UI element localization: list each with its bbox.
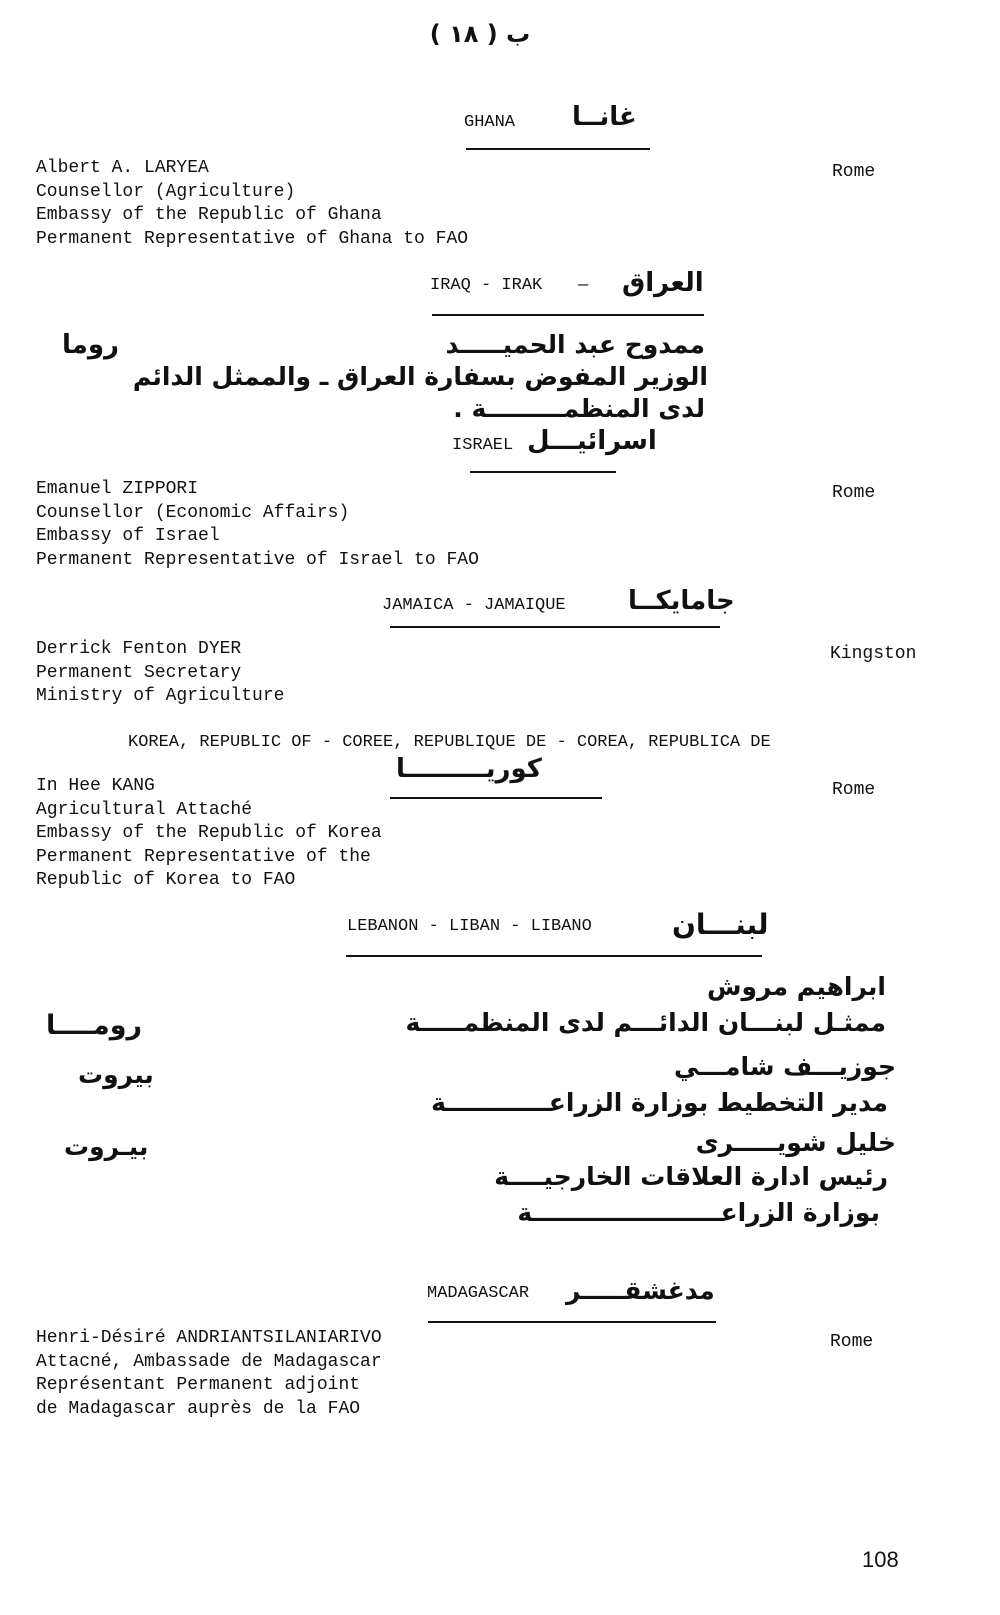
- country-heading-arabic: جامايكــا: [628, 586, 735, 616]
- heading-underline: [432, 314, 704, 316]
- delegate-title: Counsellor (Economic Affairs): [36, 502, 350, 523]
- heading-underline: [470, 471, 616, 473]
- delegate-title-arabic: رئيس ادارة العلاقات الخارجيــــة: [494, 1162, 888, 1191]
- heading-underline: [346, 955, 762, 957]
- delegate-name: Derrick Fenton DYER: [36, 639, 242, 659]
- delegate-title: Agricultural Attaché: [36, 799, 253, 820]
- delegate-role: Représentant Permanent adjoint: [36, 1375, 361, 1395]
- delegate-title-arabic: مدير التخطيط بوزارة الزراعــــــــــــة: [431, 1088, 888, 1117]
- heading-underline: [390, 626, 720, 628]
- heading-underline: [466, 148, 650, 150]
- delegate-office: Embassy of the Republic of Korea: [36, 823, 382, 843]
- country-heading: GHANA: [464, 113, 516, 132]
- delegate-title: Counsellor (Agriculture): [36, 181, 296, 202]
- country-heading: ISRAEL: [452, 436, 514, 455]
- city-label-arabic: بيروت: [78, 1060, 154, 1089]
- delegate-title-arabic-cont: بوزارة الزراعــــــــــــــــــــــة: [517, 1198, 880, 1227]
- page-number: 108: [862, 1547, 899, 1572]
- city-label: Rome: [832, 162, 876, 182]
- country-heading-arabic: غانــا: [572, 102, 637, 132]
- delegate-name: Henri-Désiré ANDRIANTSILANIARIVO: [36, 1328, 382, 1348]
- city-label: Rome: [832, 780, 876, 800]
- delegate-role: Permanent Representative of the: [36, 846, 371, 867]
- delegate-name-arabic: خليل شويـــــرى: [695, 1128, 896, 1157]
- delegate-title: Attacné, Ambassade de Madagascar: [36, 1351, 382, 1372]
- page-header: ب ( ١٨ ): [429, 20, 531, 48]
- city-label-arabic: روما: [62, 330, 119, 360]
- delegate-block: [36, 1327, 382, 1421]
- delegate-block: [36, 638, 284, 709]
- country-heading: MADAGASCAR: [427, 1284, 530, 1303]
- delegate-block: [36, 157, 468, 251]
- delegate-role: Permanent Representative of Israel to FAO: [36, 549, 479, 570]
- country-heading: JAMAICA - JAMAIQUE: [382, 596, 566, 615]
- city-label-arabic: رومــــا: [46, 1010, 143, 1041]
- delegate-office: Ministry of Agriculture: [36, 686, 285, 706]
- delegate-office: Embassy of Israel: [36, 526, 220, 546]
- country-heading: LEBANON - LIBAN - LIBANO: [347, 917, 592, 936]
- delegate-role: Permanent Representative of Ghana to FAO: [36, 228, 469, 249]
- country-heading-arabic: العراق: [622, 268, 704, 298]
- delegate-name-arabic: جوزيـــف شامـــي: [674, 1052, 896, 1081]
- heading-underline: [390, 797, 602, 799]
- delegate-role-cont: Republic of Korea to FAO: [36, 870, 296, 890]
- delegate-name-arabic: ممدوح عبد الحميـــــد: [445, 330, 705, 359]
- delegate-title: Permanent Secretary: [36, 662, 242, 683]
- delegate-role-arabic: لدى المنظمـــــــــة .: [453, 394, 705, 423]
- delegate-role-cont: de Madagascar auprès de la FAO: [36, 1398, 361, 1419]
- delegate-name: Albert A. LARYEA: [36, 158, 209, 178]
- city-label: Kingston: [830, 644, 917, 664]
- delegate-name-arabic: ابراهيم مروش: [707, 972, 886, 1001]
- heading-underline: [428, 1321, 716, 1323]
- heading-dash: —: [578, 276, 589, 295]
- delegate-title-arabic: ممثـل لبنـــان الدائـــم لدى المنظمـــــة: [405, 1008, 886, 1037]
- country-heading-arabic: لبنـــان: [672, 908, 769, 941]
- country-heading: IRAQ - IRAK: [430, 276, 543, 295]
- delegate-title-arabic: الوزير المفوض بسفارة العراق ـ والممثل الدائم: [132, 362, 708, 391]
- city-label: Rome: [830, 1332, 874, 1352]
- country-heading-arabic: اسرائيـــل: [527, 426, 657, 456]
- city-label: Rome: [832, 483, 876, 503]
- country-heading-arabic: مدغشقـــــر: [566, 1276, 715, 1305]
- delegate-block: [36, 478, 479, 572]
- delegate-block: [36, 775, 382, 893]
- country-heading: KOREA, REPUBLIC OF - COREE, REPUBLIQUE DE - COREA, REPUBLICA DE: [128, 733, 771, 752]
- delegate-name: Emanuel ZIPPORI: [36, 479, 199, 499]
- country-heading-arabic: كوريـــــــــا: [396, 754, 542, 784]
- delegate-office: Embassy of the Republic of Ghana: [36, 205, 382, 225]
- city-label-arabic: بيـروت: [64, 1132, 149, 1161]
- delegate-name: In Hee KANG: [36, 776, 155, 796]
